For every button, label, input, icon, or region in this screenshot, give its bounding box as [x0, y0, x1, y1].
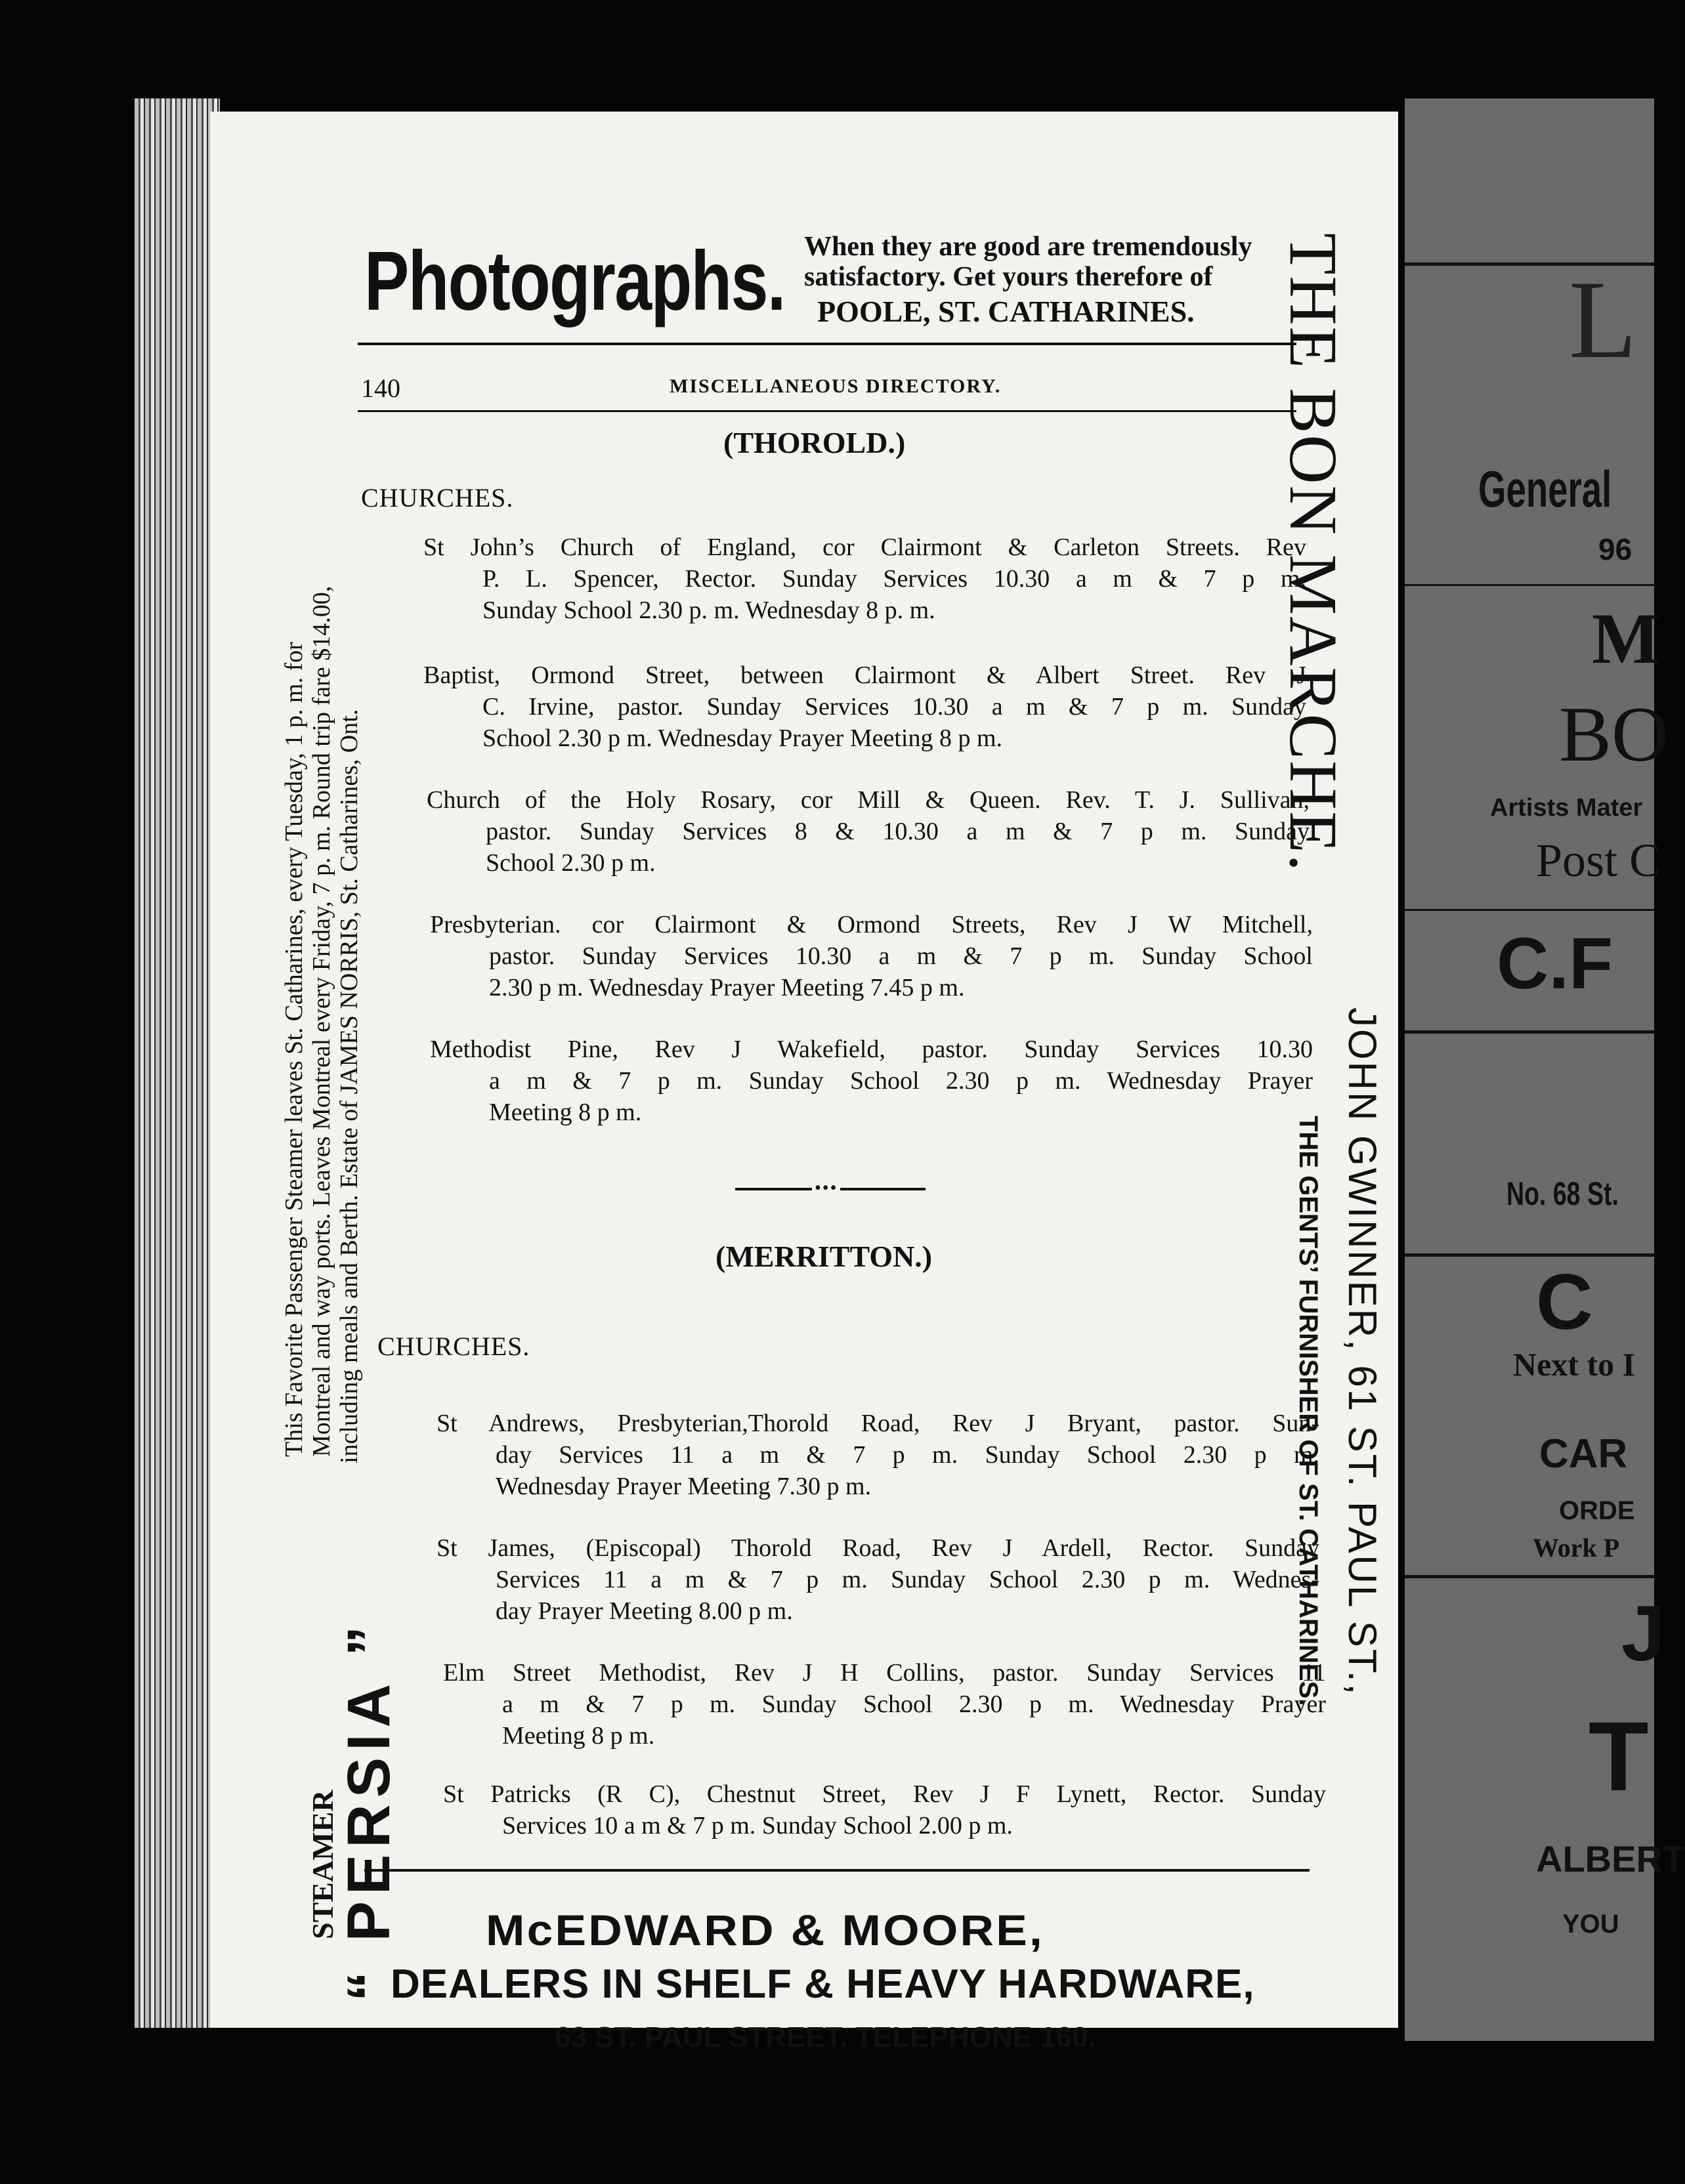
churches-label: CHURCHES. [377, 1332, 530, 1361]
facing-text: CAR [1539, 1431, 1628, 1477]
entry-line: pastor. Sunday Services 10.30 a m & 7 p m. Sunday School [489, 942, 1313, 970]
church-entry [437, 1408, 1319, 1502]
facing-text: No. 68 St. [1506, 1175, 1619, 1212]
church-entry [430, 1034, 1313, 1128]
facing-text: J [1621, 1589, 1665, 1677]
footer-rule [364, 1869, 1310, 1872]
running-head: MISCELLANEOUS DIRECTORY. [670, 375, 1002, 397]
photographs-ad-tagline: When they are good are tremendously [804, 232, 1252, 262]
entry-line: a m & 7 p m. Sunday School 2.30 p m. Wednesday Prayer [502, 1690, 1326, 1718]
entry-line: pastor. Sunday Services 8 & 10.30 a m & 7 p m. Sunday [486, 818, 1310, 845]
book-page-edges [135, 98, 220, 2028]
facing-text: C.F [1497, 923, 1613, 1004]
facing-text: ORDE [1559, 1496, 1635, 1525]
entry-line: Services 11 a m & 7 p m. Sunday School 2.30 p m. Wednes- [496, 1566, 1319, 1593]
section-divider-ornament: ••• [812, 1178, 840, 1199]
church-entry [437, 1532, 1319, 1627]
facing-rule [1405, 1253, 1654, 1257]
church-entry [443, 1778, 1326, 1841]
steamer-label: STEAMER [306, 1790, 339, 1939]
hardware-ad-line: DEALERS IN SHELF & HEAVY HARDWARE, [391, 1962, 1255, 2007]
facing-rule [1405, 584, 1654, 586]
facing-text: Work P [1533, 1533, 1620, 1563]
facing-text: General [1478, 460, 1612, 518]
entry-line: St John’s Church of England, cor Clairmont & Carleton Streets. Rev [423, 534, 1306, 561]
section-heading-thorold: (THOROLD.) [723, 426, 906, 459]
hardware-ad-address: 63 ST. PAUL STREET. TELEPHONE 160. [555, 2021, 1096, 2053]
facing-text: YOU [1562, 1910, 1619, 1939]
steamer-ad-line: including meals and Berth. Estate of JAMES NORRIS, St. Catharines, Ont. [335, 709, 363, 1463]
entry-line: Baptist, Ormond Street, between Clairmont & Albert Street. Rev J [423, 662, 1306, 689]
hardware-ad-name: McEDWARD & MOORE, [486, 1906, 1045, 1954]
entry-line: Sunday School 2.30 p. m. Wednesday 8 p. m. [482, 597, 935, 624]
gwinner-ad-slogan: THE GENTS’ FURNISHER OF ST. CATHARINES. [1294, 1116, 1323, 1706]
photographs-ad-studio: POOLE, ST. CATHARINES. [817, 295, 1195, 328]
churches-label: CHURCHES. [361, 483, 514, 513]
entry-line: Church of the Holy Rosary, cor Mill & Queen. Rev. T. J. Sullivan, [427, 786, 1310, 814]
facing-text: ALBERT [1536, 1838, 1685, 1880]
entry-line: St James, (Episcopal) Thorold Road, Rev J Ardell, Rector. Sunday [437, 1534, 1319, 1562]
entry-line: C. Irvine, pastor. Sunday Services 10.30 a m & 7 p m. Sunday [482, 693, 1306, 721]
facing-text: L [1569, 258, 1637, 381]
header-rule [358, 343, 1296, 345]
running-head-rule [358, 410, 1296, 412]
church-entry [443, 1657, 1326, 1752]
facing-text: M [1592, 598, 1660, 679]
facing-text: 96 [1598, 532, 1632, 566]
page-number: 140 [361, 373, 400, 403]
facing-text: Post C [1536, 834, 1661, 887]
facing-text: BO [1559, 690, 1669, 778]
facing-text: C [1536, 1258, 1593, 1346]
facing-text: T [1589, 1701, 1649, 1811]
entry-line: School 2.30 p m. Wednesday Prayer Meeting 8 p m. [482, 724, 1003, 752]
facing-rule [1405, 1575, 1654, 1578]
entry-line: St Andrews, Presbyterian,Thorold Road, Rev J Bryant, pastor. Sun- [437, 1410, 1319, 1437]
entry-line: Elm Street Methodist, Rev J H Collins, pastor. Sunday Services 11 [443, 1659, 1326, 1687]
photographs-ad-title: Photographs. [364, 234, 785, 328]
facing-text: Next to I [1513, 1346, 1636, 1383]
entry-line: Services 10 a m & 7 p m. Sunday School 2.00 p m. [502, 1812, 1013, 1839]
photographs-ad-tagline: satisfactory. Get yours therefore of [804, 262, 1213, 292]
entry-line: a m & 7 p m. Sunday School 2.30 p m. Wednesday Prayer [489, 1067, 1313, 1095]
gwinner-ad-proprietor: JOHN GWINNER, 61 ST. PAUL ST., [1340, 1007, 1384, 1697]
facing-rule [1405, 909, 1654, 911]
bon-marche-ad: THE BON MARCHE. [1275, 233, 1351, 873]
entry-line: day Services 11 a m & 7 p m. Sunday School 2.30 p m. [496, 1441, 1319, 1469]
steamer-name: “ PERSIA ” [335, 1619, 402, 2002]
entry-line: Meeting 8 p m. [489, 1099, 642, 1126]
facing-rule [1405, 1030, 1654, 1034]
entry-line: P. L. Spencer, Rector. Sunday Services 10.30 a m & 7 p m. [482, 565, 1306, 593]
entry-line: day Prayer Meeting 8.00 p m. [496, 1597, 793, 1625]
entry-line: St Patricks (R C), Chestnut Street, Rev J F Lynett, Rector. Sunday [443, 1780, 1326, 1808]
church-entry [427, 784, 1310, 879]
facing-page [1405, 98, 1685, 2041]
entry-line: Methodist Pine, Rev J Wakefield, pastor. Sunday Services 10.30 [430, 1036, 1313, 1063]
directory-page [210, 112, 1398, 2053]
entry-line: Presbyterian. cor Clairmont & Ormond Streets, Rev J W Mitchell, [430, 911, 1313, 938]
church-entry [430, 909, 1313, 1003]
entry-line: Meeting 8 p m. [502, 1722, 655, 1750]
church-entry [423, 660, 1306, 754]
steamer-ad-line: This Favorite Passenger Steamer leaves St. Catharines, every Tuesday, 1 p. m. for [280, 642, 308, 1457]
section-heading-merritton: (MERRITTON.) [715, 1240, 933, 1273]
entry-line: School 2.30 p m. [486, 849, 656, 877]
steamer-ad-line: Montreal and way ports. Leaves Montreal every Friday, 7 p. m. Round trip fare $14.00, [308, 585, 335, 1457]
facing-text: Artists Mater [1490, 794, 1643, 822]
church-entry [423, 532, 1306, 626]
entry-line: Wednesday Prayer Meeting 7.30 p m. [496, 1473, 872, 1500]
entry-line: 2.30 p m. Wednesday Prayer Meeting 7.45 p m. [489, 974, 965, 1001]
